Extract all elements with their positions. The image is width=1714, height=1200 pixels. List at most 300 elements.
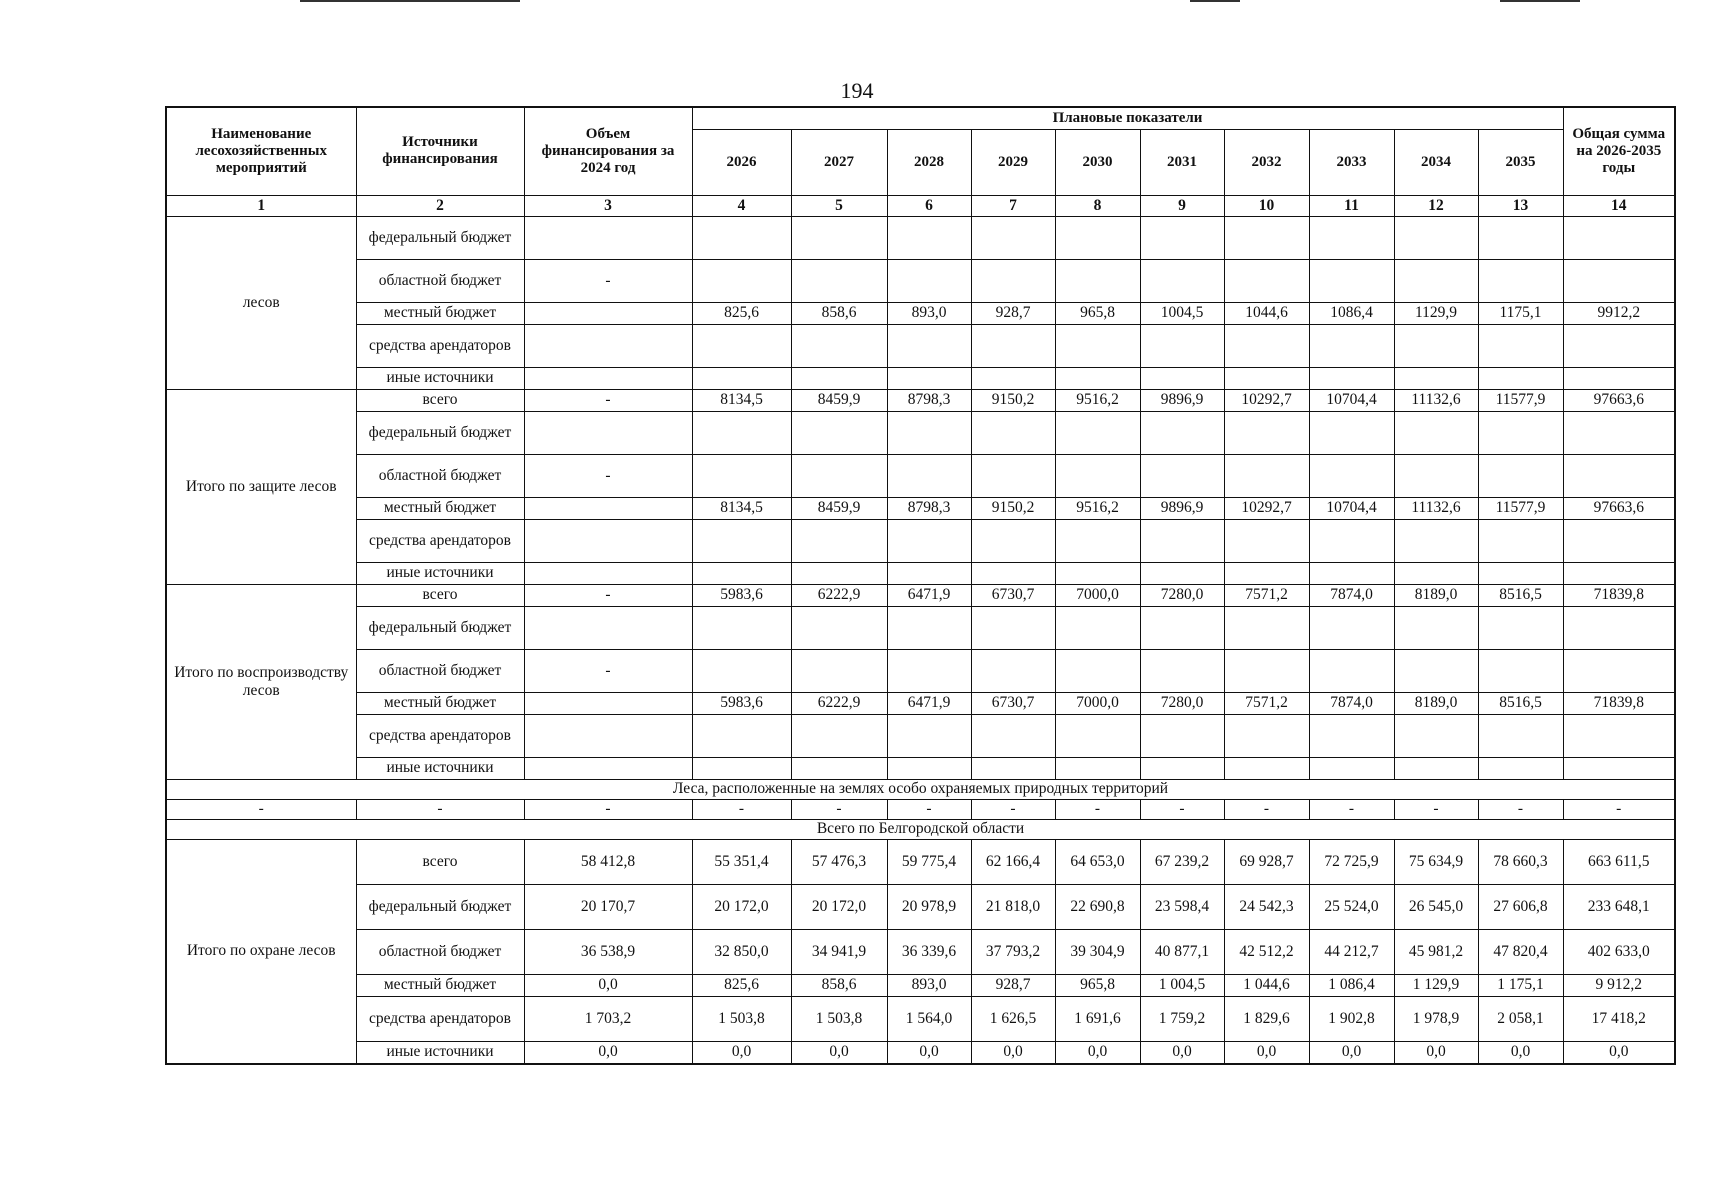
funding-source: федеральный бюджет [356, 216, 524, 259]
year-value: 11132,6 [1394, 389, 1478, 411]
year-value: 47 820,4 [1478, 929, 1563, 974]
year-value: 7000,0 [1055, 692, 1140, 714]
year-value [887, 324, 971, 367]
year-value: 965,8 [1055, 974, 1140, 996]
total-value: 97663,6 [1563, 389, 1675, 411]
year-value [1140, 606, 1224, 649]
year-value [1055, 714, 1140, 757]
total-value: 233 648,1 [1563, 884, 1675, 929]
year-value [692, 411, 791, 454]
funding-source: местный бюджет [356, 692, 524, 714]
volume-2024 [524, 367, 692, 389]
year-value [971, 367, 1055, 389]
volume-2024: - [524, 259, 692, 302]
year-value [1140, 454, 1224, 497]
year-value [1309, 411, 1394, 454]
year-value [887, 411, 971, 454]
year-value [692, 606, 791, 649]
year-value [1309, 259, 1394, 302]
year-value [1478, 324, 1563, 367]
table-row [166, 839, 1675, 884]
header-total-sum: Общая сумма на 2026-2035 годы [1563, 107, 1675, 195]
dash-cell: - [1394, 799, 1478, 819]
year-value: 1 175,1 [1478, 974, 1563, 996]
table-row [166, 562, 1675, 584]
funding-source: федеральный бюджет [356, 411, 524, 454]
year-value: 34 941,9 [791, 929, 887, 974]
volume-2024: 36 538,9 [524, 929, 692, 974]
total-value [1563, 519, 1675, 562]
year-value [692, 562, 791, 584]
year-value [1224, 324, 1309, 367]
year-value [1309, 714, 1394, 757]
year-value: 0,0 [1140, 1041, 1224, 1064]
page-number: 194 [840, 78, 874, 103]
year-value: 36 339,6 [887, 929, 971, 974]
year-value: 1044,6 [1224, 302, 1309, 324]
total-value [1563, 649, 1675, 692]
volume-2024: 20 170,7 [524, 884, 692, 929]
year-value [971, 411, 1055, 454]
funding-source: всего [356, 584, 524, 606]
year-value: 24 542,3 [1224, 884, 1309, 929]
year-value: 42 512,2 [1224, 929, 1309, 974]
year-value [1394, 757, 1478, 779]
year-value: 45 981,2 [1394, 929, 1478, 974]
year-value [1140, 324, 1224, 367]
year-value: 75 634,9 [1394, 839, 1478, 884]
activity-name: лесов [166, 216, 356, 389]
year-value [1478, 606, 1563, 649]
dash-cell: - [971, 799, 1055, 819]
year-value: 10292,7 [1224, 389, 1309, 411]
year-value [791, 216, 887, 259]
funding-source: иные источники [356, 367, 524, 389]
year-value [791, 454, 887, 497]
column-number: 14 [1563, 195, 1675, 216]
volume-2024 [524, 324, 692, 367]
volume-2024 [524, 302, 692, 324]
total-value [1563, 757, 1675, 779]
volume-2024: - [524, 584, 692, 606]
year-value [1478, 367, 1563, 389]
year-value: 0,0 [1478, 1041, 1563, 1064]
year-value: 6222,9 [791, 692, 887, 714]
scan-edge-line-right [1500, 0, 1580, 2]
year-value [1394, 259, 1478, 302]
year-value: 1 759,2 [1140, 996, 1224, 1041]
table-row [166, 367, 1675, 389]
year-value: 7571,2 [1224, 584, 1309, 606]
year-value [1478, 649, 1563, 692]
year-value [1394, 562, 1478, 584]
funding-source: средства арендаторов [356, 714, 524, 757]
table-row [166, 757, 1675, 779]
column-number: 6 [887, 195, 971, 216]
year-value [887, 714, 971, 757]
year-value: 25 524,0 [1309, 884, 1394, 929]
year-value [791, 259, 887, 302]
total-value: 17 418,2 [1563, 996, 1675, 1041]
volume-2024 [524, 714, 692, 757]
column-number: 4 [692, 195, 791, 216]
year-value [692, 519, 791, 562]
volume-2024: 1 703,2 [524, 996, 692, 1041]
table-row [166, 411, 1675, 454]
dash-cell: - [524, 799, 692, 819]
year-value [1140, 519, 1224, 562]
year-value [887, 519, 971, 562]
year-value [971, 649, 1055, 692]
year-value: 7000,0 [1055, 584, 1140, 606]
dash-cell: - [1140, 799, 1224, 819]
year-value [971, 519, 1055, 562]
year-value: 5983,6 [692, 584, 791, 606]
funding-source: иные источники [356, 757, 524, 779]
year-value [1055, 259, 1140, 302]
column-number: 2 [356, 195, 524, 216]
year-value [887, 454, 971, 497]
year-value: 55 351,4 [692, 839, 791, 884]
table-row [166, 259, 1675, 302]
volume-2024: - [524, 389, 692, 411]
activity-name: Итого по защите лесов [166, 389, 356, 584]
year-value [1394, 367, 1478, 389]
year-value [1140, 259, 1224, 302]
funding-source: местный бюджет [356, 974, 524, 996]
year-value: 8189,0 [1394, 692, 1478, 714]
year-value: 893,0 [887, 302, 971, 324]
year-value [1309, 216, 1394, 259]
column-number: 12 [1394, 195, 1478, 216]
year-value [1394, 411, 1478, 454]
year-value: 0,0 [791, 1041, 887, 1064]
year-value: 20 172,0 [791, 884, 887, 929]
year-value [692, 367, 791, 389]
year-value [1394, 216, 1478, 259]
year-value: 928,7 [971, 302, 1055, 324]
year-value [1140, 714, 1224, 757]
year-value: 1 626,5 [971, 996, 1055, 1041]
year-value: 0,0 [1224, 1041, 1309, 1064]
year-value [791, 606, 887, 649]
year-value [971, 714, 1055, 757]
year-value: 6471,9 [887, 584, 971, 606]
volume-2024 [524, 519, 692, 562]
dash-cell: - [791, 799, 887, 819]
year-value [1140, 562, 1224, 584]
year-value [1224, 454, 1309, 497]
activity-name: Итого по воспроизводству лесов [166, 584, 356, 779]
year-value: 0,0 [1055, 1041, 1140, 1064]
funding-source: всего [356, 839, 524, 884]
year-value [692, 324, 791, 367]
year-value [887, 757, 971, 779]
year-value [1309, 757, 1394, 779]
column-number: 3 [524, 195, 692, 216]
table-row [166, 996, 1675, 1041]
year-value [1478, 757, 1563, 779]
total-value: 97663,6 [1563, 497, 1675, 519]
year-value: 858,6 [791, 302, 887, 324]
header-year: 2034 [1394, 129, 1478, 195]
year-value [971, 216, 1055, 259]
year-value [1309, 606, 1394, 649]
year-value: 78 660,3 [1478, 839, 1563, 884]
total-value [1563, 411, 1675, 454]
year-value [1055, 216, 1140, 259]
year-value [1478, 411, 1563, 454]
year-value: 23 598,4 [1140, 884, 1224, 929]
header-year: 2027 [791, 129, 887, 195]
year-value [887, 259, 971, 302]
year-value [1394, 454, 1478, 497]
volume-2024: - [524, 454, 692, 497]
total-value: 71839,8 [1563, 692, 1675, 714]
year-value: 1 978,9 [1394, 996, 1478, 1041]
financing-table [165, 106, 1676, 1065]
year-value: 6730,7 [971, 692, 1055, 714]
year-value: 1 564,0 [887, 996, 971, 1041]
activity-name: Итого по охране лесов [166, 839, 356, 1064]
year-value: 1 691,6 [1055, 996, 1140, 1041]
year-value [971, 757, 1055, 779]
year-value: 1 829,6 [1224, 996, 1309, 1041]
total-value [1563, 367, 1675, 389]
table-row [166, 1041, 1675, 1064]
table-row [166, 606, 1675, 649]
year-value [1055, 324, 1140, 367]
year-value: 0,0 [692, 1041, 791, 1064]
year-value [791, 562, 887, 584]
table-body [166, 216, 1675, 1064]
total-value [1563, 454, 1675, 497]
year-value: 72 725,9 [1309, 839, 1394, 884]
header-year: 2031 [1140, 129, 1224, 195]
year-value: 10704,4 [1309, 389, 1394, 411]
year-value: 0,0 [1394, 1041, 1478, 1064]
year-value: 7280,0 [1140, 584, 1224, 606]
year-value: 44 212,7 [1309, 929, 1394, 974]
funding-source: местный бюджет [356, 302, 524, 324]
year-value: 7874,0 [1309, 584, 1394, 606]
year-value: 1 902,8 [1309, 996, 1394, 1041]
total-value: 9 912,2 [1563, 974, 1675, 996]
volume-2024 [524, 411, 692, 454]
year-value [791, 519, 887, 562]
header-year: 2026 [692, 129, 791, 195]
total-value: 0,0 [1563, 1041, 1675, 1064]
section-title-protected: Леса, расположенные на землях особо охраняемых природных территорий [166, 779, 1675, 799]
year-value [692, 216, 791, 259]
year-value: 9896,9 [1140, 389, 1224, 411]
year-value: 8798,3 [887, 497, 971, 519]
year-value: 9150,2 [971, 389, 1055, 411]
year-value [1224, 562, 1309, 584]
table-row [166, 389, 1675, 411]
year-value: 11132,6 [1394, 497, 1478, 519]
funding-source: средства арендаторов [356, 519, 524, 562]
funding-source: средства арендаторов [356, 324, 524, 367]
year-value [971, 324, 1055, 367]
year-value [692, 757, 791, 779]
year-value: 0,0 [971, 1041, 1055, 1064]
year-value: 7571,2 [1224, 692, 1309, 714]
header-year: 2030 [1055, 129, 1140, 195]
year-value: 22 690,8 [1055, 884, 1140, 929]
table-row [166, 497, 1675, 519]
funding-source: областной бюджет [356, 649, 524, 692]
table-row [166, 584, 1675, 606]
dash-cell: - [1478, 799, 1563, 819]
year-value: 8798,3 [887, 389, 971, 411]
year-value [1224, 606, 1309, 649]
year-value: 59 775,4 [887, 839, 971, 884]
dash-cell: - [356, 799, 524, 819]
year-value: 1 503,8 [791, 996, 887, 1041]
total-value [1563, 259, 1675, 302]
year-value [791, 367, 887, 389]
year-value: 825,6 [692, 974, 791, 996]
volume-2024 [524, 497, 692, 519]
table-row [166, 884, 1675, 929]
funding-source: областной бюджет [356, 929, 524, 974]
year-value [887, 606, 971, 649]
year-value [887, 367, 971, 389]
header-year: 2032 [1224, 129, 1309, 195]
dash-row [166, 799, 1675, 819]
total-value [1563, 324, 1675, 367]
scan-edge-line-left [300, 0, 520, 2]
volume-2024 [524, 692, 692, 714]
year-value: 26 545,0 [1394, 884, 1478, 929]
column-number: 5 [791, 195, 887, 216]
year-value [1055, 562, 1140, 584]
year-value: 8516,5 [1478, 584, 1563, 606]
header-year: 2028 [887, 129, 971, 195]
funding-source: иные источники [356, 1041, 524, 1064]
year-value [1478, 562, 1563, 584]
volume-2024 [524, 216, 692, 259]
year-value: 8189,0 [1394, 584, 1478, 606]
year-value: 1004,5 [1140, 302, 1224, 324]
year-value [1055, 606, 1140, 649]
year-value [1140, 411, 1224, 454]
year-value: 1175,1 [1478, 302, 1563, 324]
year-value: 0,0 [887, 1041, 971, 1064]
year-value [971, 606, 1055, 649]
year-value: 7280,0 [1140, 692, 1224, 714]
year-value [1055, 757, 1140, 779]
total-value: 71839,8 [1563, 584, 1675, 606]
funding-source: средства арендаторов [356, 996, 524, 1041]
year-value: 11577,9 [1478, 497, 1563, 519]
total-value [1563, 606, 1675, 649]
year-value: 8134,5 [692, 497, 791, 519]
column-number: 7 [971, 195, 1055, 216]
year-value [791, 324, 887, 367]
funding-source: областной бюджет [356, 454, 524, 497]
year-value [1309, 324, 1394, 367]
year-value: 9516,2 [1055, 389, 1140, 411]
year-value: 858,6 [791, 974, 887, 996]
year-value: 7874,0 [1309, 692, 1394, 714]
year-value [1478, 259, 1563, 302]
dash-cell: - [1563, 799, 1675, 819]
year-value: 1086,4 [1309, 302, 1394, 324]
year-value [1394, 519, 1478, 562]
year-value: 928,7 [971, 974, 1055, 996]
year-value [1224, 216, 1309, 259]
year-value: 40 877,1 [1140, 929, 1224, 974]
year-value: 1 503,8 [692, 996, 791, 1041]
year-value [1055, 367, 1140, 389]
year-value [1224, 411, 1309, 454]
column-number: 9 [1140, 195, 1224, 216]
year-value: 20 978,9 [887, 884, 971, 929]
section-title-row [166, 779, 1675, 799]
year-value [1478, 454, 1563, 497]
year-value: 20 172,0 [692, 884, 791, 929]
table-row [166, 302, 1675, 324]
year-value [1394, 649, 1478, 692]
year-value [791, 411, 887, 454]
year-value: 9150,2 [971, 497, 1055, 519]
year-value: 8459,9 [791, 389, 887, 411]
year-value [1055, 649, 1140, 692]
total-value: 9912,2 [1563, 302, 1675, 324]
funding-source: иные источники [356, 562, 524, 584]
total-value [1563, 216, 1675, 259]
dash-cell: - [1055, 799, 1140, 819]
year-value: 5983,6 [692, 692, 791, 714]
year-value [1055, 519, 1140, 562]
year-value [1140, 367, 1224, 389]
volume-2024: - [524, 649, 692, 692]
section-title-region-total: Всего по Белгородской области [166, 819, 1675, 839]
header-planned-indicators: Плановые показатели [692, 107, 1563, 129]
year-value: 21 818,0 [971, 884, 1055, 929]
header-activity-name: Наименование лесохозяйственных мероприятий [166, 107, 356, 195]
year-value: 0,0 [1309, 1041, 1394, 1064]
year-value [1055, 411, 1140, 454]
volume-2024 [524, 562, 692, 584]
year-value [887, 216, 971, 259]
volume-2024: 58 412,8 [524, 839, 692, 884]
header-funding-source: Источники финансирования [356, 107, 524, 195]
total-value: 402 633,0 [1563, 929, 1675, 974]
year-value [791, 757, 887, 779]
table-header [166, 107, 1675, 216]
column-number: 10 [1224, 195, 1309, 216]
year-value [1394, 714, 1478, 757]
dash-cell: - [887, 799, 971, 819]
table-row [166, 324, 1675, 367]
funding-source: федеральный бюджет [356, 606, 524, 649]
year-value [692, 454, 791, 497]
year-value: 893,0 [887, 974, 971, 996]
year-value [791, 649, 887, 692]
year-value [1309, 367, 1394, 389]
year-value: 11577,9 [1478, 389, 1563, 411]
dash-cell: - [166, 799, 356, 819]
dash-cell: - [692, 799, 791, 819]
year-value: 6471,9 [887, 692, 971, 714]
header-year: 2035 [1478, 129, 1563, 195]
year-value [1309, 649, 1394, 692]
year-value: 62 166,4 [971, 839, 1055, 884]
funding-source: областной бюджет [356, 259, 524, 302]
